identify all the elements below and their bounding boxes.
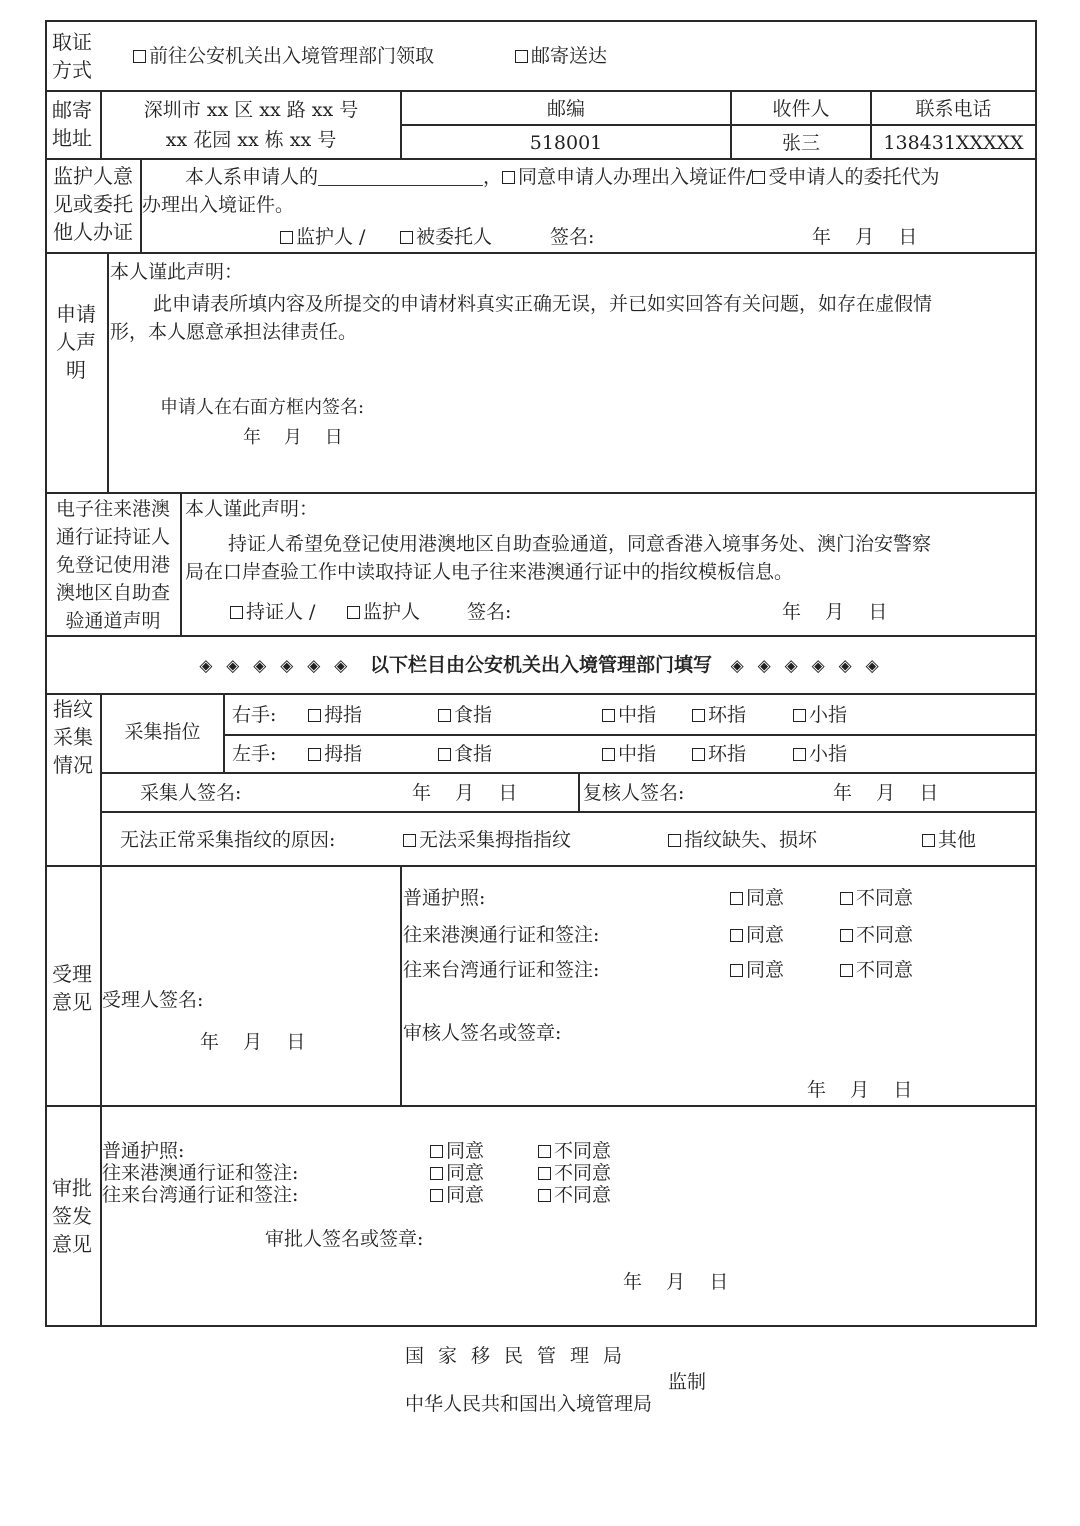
- right-hand-label: 右手:: [232, 704, 277, 726]
- failure-option-damaged[interactable]: [668, 828, 817, 852]
- acceptance-item-passport: 普通护照:: [403, 887, 486, 909]
- official-banner-text: 以下栏目由公安机关出入境管理部门填写: [369, 654, 712, 676]
- guardian-line1: [185, 165, 939, 189]
- acceptance-item-tw: 往来台湾通行证和签注:: [403, 959, 600, 981]
- applicant-sign-label: 申请人在右面方框内签名:: [160, 397, 365, 418]
- checkbox[interactable]: [840, 892, 853, 905]
- divider: [45, 492, 1037, 494]
- footer-org2: 中华人民共和国出入境管理局: [405, 1393, 653, 1415]
- left-thumb[interactable]: [308, 742, 362, 766]
- left-index[interactable]: [438, 742, 492, 766]
- official-banner: [45, 653, 1037, 678]
- checkbox[interactable]: [793, 709, 806, 722]
- approval-item-hkmo: 往来港澳通行证和签注:: [102, 1162, 299, 1184]
- postcode-value: 518001: [529, 132, 603, 154]
- epermit-sign-label: 签名:: [467, 601, 512, 623]
- punct: ，: [483, 166, 503, 188]
- reviewer-date: 年 月 日: [833, 782, 939, 804]
- application-form: [45, 20, 1037, 1327]
- checkbox[interactable]: [133, 50, 146, 63]
- diamond-icon: ◈ ◈ ◈ ◈ ◈ ◈: [199, 656, 352, 676]
- divider: [45, 90, 1037, 92]
- checkbox[interactable]: [692, 709, 705, 722]
- recipient-header: 收件人: [772, 98, 830, 120]
- divider: [45, 865, 1037, 867]
- checkbox[interactable]: [308, 709, 321, 722]
- handler-date: 年 月 日: [200, 1031, 306, 1053]
- option-label: 无法采集拇指指纹: [419, 829, 572, 851]
- applicant-declaration-body1: 此申请表所填内容及所提交的申请材料真实正确无误，并已如实回答有关问题，如存在虚假情: [153, 293, 933, 315]
- checkbox[interactable]: [752, 171, 765, 184]
- failure-option-thumb[interactable]: [403, 828, 571, 852]
- handler-sign-label: 受理人签名:: [102, 989, 204, 1011]
- guardian-relation-prefix: 本人系申请人的: [185, 166, 319, 188]
- recipient-value: 张三: [781, 132, 820, 154]
- mailing-label: 邮寄地址: [52, 98, 92, 150]
- checkbox[interactable]: [347, 606, 360, 619]
- divider: [578, 772, 580, 811]
- epermit-body1: 持证人希望免登记使用港澳地区自助查验通道，同意香港入境事务处、澳门治安警察: [228, 533, 932, 555]
- checkbox[interactable]: [280, 231, 293, 244]
- option-label: 其他: [938, 829, 977, 851]
- right-ring[interactable]: [692, 703, 746, 727]
- acceptance-item-hkmo: 往来港澳通行证和签注:: [403, 924, 600, 946]
- epermit-date: 年 月 日: [782, 601, 888, 623]
- approval-agree[interactable]: [430, 1184, 484, 1206]
- fingerprint-position-label: 采集指位: [124, 721, 201, 743]
- checkbox[interactable]: [922, 834, 935, 847]
- phone-header: 联系电话: [915, 98, 992, 120]
- acceptance-agree[interactable]: [730, 958, 784, 982]
- divider: [100, 693, 102, 865]
- checkbox[interactable]: [692, 748, 705, 761]
- checkbox[interactable]: [602, 748, 615, 761]
- option-label: 不同意: [554, 1140, 612, 1162]
- option-label: 指纹缺失、损坏: [684, 829, 818, 851]
- right-index[interactable]: [438, 703, 492, 727]
- finger-label: 环指: [708, 743, 747, 765]
- divider: [400, 124, 1037, 126]
- checkbox[interactable]: [538, 1189, 551, 1202]
- applicant-date: 年 月 日: [243, 427, 343, 448]
- acceptance-disagree[interactable]: [840, 958, 913, 982]
- guardian-option-agree: 同意申请人办理出入境证件/: [518, 166, 753, 188]
- acceptance-disagree[interactable]: [840, 886, 913, 910]
- finger-label: 拇指: [324, 743, 363, 765]
- diamond-icon: ◈ ◈ ◈ ◈ ◈ ◈: [730, 656, 883, 676]
- checkbox[interactable]: [538, 1145, 551, 1158]
- guardian-option-entrusted: 受申请人的委托代为: [768, 166, 940, 188]
- divider: [100, 811, 1037, 813]
- divider: [400, 865, 402, 1105]
- left-little[interactable]: [793, 742, 847, 766]
- footer-supervised: 监制: [668, 1371, 707, 1393]
- guardian-label: 监护人意见或委托他人办证: [53, 164, 133, 244]
- acceptance-disagree[interactable]: [840, 923, 913, 947]
- finger-label: 食指: [454, 743, 493, 765]
- acceptance-agree[interactable]: [730, 923, 784, 947]
- retrieval-label: 取证方式: [52, 30, 92, 82]
- checkbox[interactable]: [730, 964, 743, 977]
- finger-label: 中指: [618, 704, 657, 726]
- divider: [45, 158, 1037, 160]
- retrieval-option-office[interactable]: [133, 44, 434, 68]
- guardian-option-guardian[interactable]: [280, 225, 365, 249]
- applicant-declaration-body2: 形，本人愿意承担法律责任。: [110, 321, 358, 343]
- epermit-heading: 本人谨此声明：: [185, 498, 319, 520]
- option-label: 被委托人: [416, 226, 493, 248]
- option-label: 不同意: [554, 1162, 612, 1184]
- relation-blank[interactable]: [318, 167, 483, 186]
- divider: [45, 635, 1037, 637]
- divider: [100, 865, 102, 1325]
- postcode-header: 邮编: [546, 98, 585, 120]
- finger-label: 食指: [454, 704, 493, 726]
- applicant-signature-box[interactable]: [685, 380, 1015, 470]
- guardian-sign-label: 签名:: [550, 226, 595, 248]
- option-label: 监护人 /: [296, 226, 366, 248]
- acceptance-label: 受理意见: [52, 962, 92, 1014]
- approval-disagree[interactable]: [538, 1184, 611, 1206]
- approval-item-tw: 往来台湾通行证和签注:: [102, 1184, 299, 1206]
- finger-label: 环指: [708, 704, 747, 726]
- auditor-date: 年 月 日: [807, 1079, 913, 1101]
- epermit-option-guardian[interactable]: [347, 600, 420, 624]
- finger-label: 拇指: [324, 704, 363, 726]
- option-label: 不同意: [554, 1184, 612, 1206]
- approval-disagree[interactable]: [538, 1162, 611, 1184]
- divider: [45, 693, 1037, 695]
- guardian-line2: 办理出入境证件。: [142, 194, 295, 216]
- option-label: 不同意: [856, 924, 914, 946]
- epermit-declaration-label: 电子往来港澳通行证持证人免登记使用港澳地区自助查验通道声明: [55, 498, 170, 632]
- approval-label: 审批签发意见: [52, 1176, 92, 1256]
- divider: [223, 734, 1037, 736]
- finger-label: 小指: [809, 704, 848, 726]
- approval-item-passport: 普通护照:: [102, 1140, 185, 1162]
- option-label: 同意: [446, 1140, 485, 1162]
- checkbox[interactable]: [430, 1167, 443, 1180]
- approval-agree[interactable]: [430, 1140, 484, 1162]
- option-label: 不同意: [856, 887, 914, 909]
- divider: [45, 252, 1037, 254]
- checkbox[interactable]: [438, 709, 451, 722]
- border-top: [45, 20, 1037, 22]
- divider: [107, 252, 109, 492]
- checkbox[interactable]: [438, 748, 451, 761]
- guardian-date: 年 月 日: [812, 226, 918, 248]
- checkbox[interactable]: [430, 1145, 443, 1158]
- address-line1: 深圳市 xx 区 xx 路 xx 号: [143, 99, 359, 121]
- checkbox[interactable]: [730, 929, 743, 942]
- phone-value: 138431XXXXX: [883, 132, 1024, 154]
- collector-date: 年 月 日: [412, 782, 518, 804]
- checkbox[interactable]: [840, 929, 853, 942]
- option-label: 同意: [746, 887, 785, 909]
- footer-org1: 国家移民管理局: [405, 1345, 637, 1367]
- finger-label: 中指: [618, 743, 657, 765]
- failure-option-other[interactable]: [922, 828, 976, 852]
- option-label: 监护人: [363, 601, 421, 623]
- right-little[interactable]: [793, 703, 847, 727]
- option-label: 同意: [746, 924, 785, 946]
- failure-reason-label: 无法正常采集指纹的原因:: [120, 829, 336, 851]
- right-middle[interactable]: [602, 703, 656, 727]
- checkbox[interactable]: [230, 606, 243, 619]
- right-thumb[interactable]: [308, 703, 362, 727]
- checkbox[interactable]: [538, 1167, 551, 1180]
- left-ring[interactable]: [692, 742, 746, 766]
- retrieval-option-mail[interactable]: [515, 44, 607, 68]
- collector-sign-label: 采集人签名:: [140, 782, 242, 804]
- option-label: 持证人 /: [246, 601, 316, 623]
- checkbox[interactable]: [430, 1189, 443, 1202]
- applicant-declaration-label: 申请人声明: [56, 302, 96, 382]
- checkbox[interactable]: [840, 964, 853, 977]
- approval-disagree[interactable]: [538, 1140, 611, 1162]
- approver-sign-label: 审批人签名或签章:: [265, 1228, 424, 1250]
- checkbox[interactable]: [502, 171, 515, 184]
- approver-date: 年 月 日: [623, 1271, 729, 1293]
- option-label: 同意: [446, 1162, 485, 1184]
- reviewer-sign-label: 复核人签名:: [583, 782, 685, 804]
- guardian-option-trustee[interactable]: [400, 225, 492, 249]
- checkbox[interactable]: [403, 834, 416, 847]
- option-label: 邮寄送达: [531, 45, 608, 67]
- divider: [45, 1105, 1037, 1107]
- option-label: 同意: [746, 959, 785, 981]
- border-bottom: [45, 1325, 1037, 1327]
- applicant-declaration-heading: 本人谨此声明：: [110, 261, 244, 283]
- divider: [180, 492, 182, 635]
- checkbox[interactable]: [515, 50, 528, 63]
- auditor-sign-label: 审核人签名或签章:: [403, 1022, 562, 1044]
- address-line2: xx 花园 xx 栋 xx 号: [165, 129, 337, 151]
- left-hand-label: 左手:: [232, 743, 277, 765]
- finger-label: 小指: [809, 743, 848, 765]
- checkbox[interactable]: [602, 709, 615, 722]
- epermit-option-holder[interactable]: [230, 600, 315, 624]
- checkbox[interactable]: [730, 892, 743, 905]
- fingerprint-label: 指纹采集情况: [53, 697, 93, 777]
- checkbox[interactable]: [400, 231, 413, 244]
- checkbox[interactable]: [308, 748, 321, 761]
- divider: [100, 772, 1037, 774]
- option-label: 不同意: [856, 959, 914, 981]
- acceptance-agree[interactable]: [730, 886, 784, 910]
- checkbox[interactable]: [668, 834, 681, 847]
- option-label: 前往公安机关出入境管理部门领取: [149, 45, 435, 67]
- left-middle[interactable]: [602, 742, 656, 766]
- divider: [223, 693, 225, 772]
- checkbox[interactable]: [793, 748, 806, 761]
- approval-agree[interactable]: [430, 1162, 484, 1184]
- epermit-body2: 局在口岸查验工作中读取持证人电子往来港澳通行证中的指纹模板信息。: [185, 561, 794, 583]
- option-label: 同意: [446, 1184, 485, 1206]
